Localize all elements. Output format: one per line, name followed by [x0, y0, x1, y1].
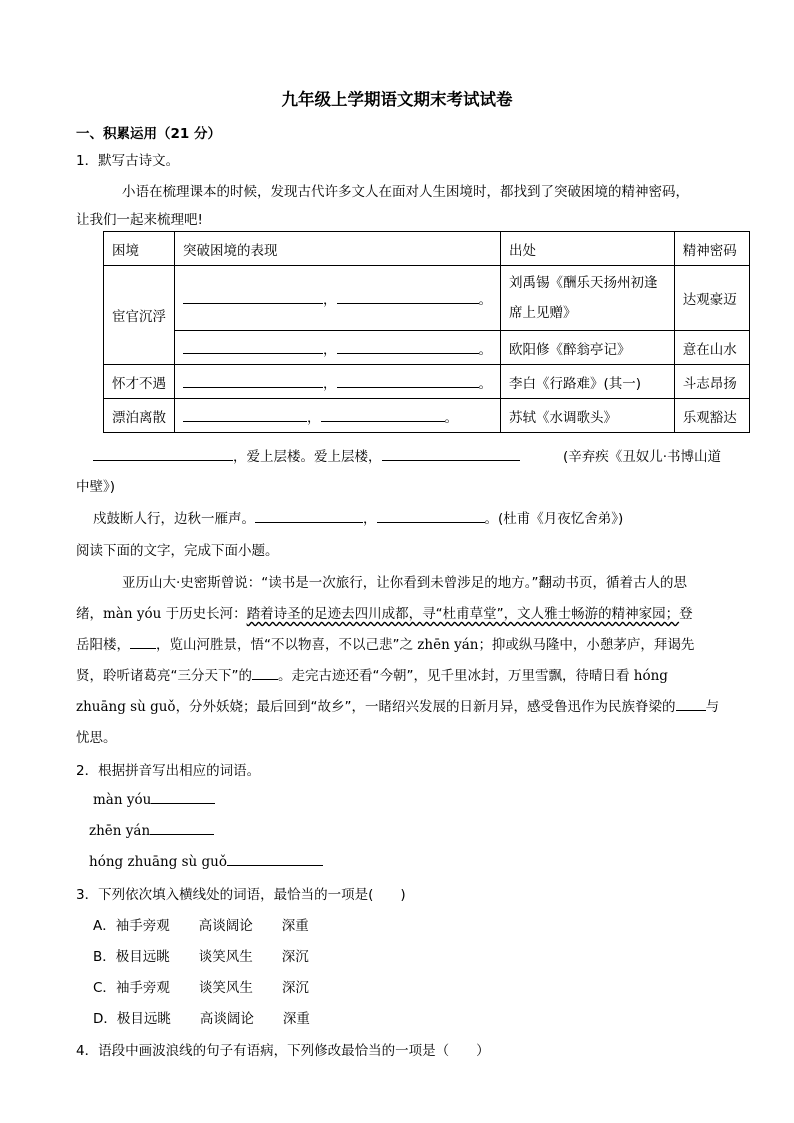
answer-blank[interactable]	[227, 853, 323, 866]
period: 。	[444, 409, 458, 426]
passage-line-4	[76, 664, 668, 684]
answer-blank[interactable]	[183, 375, 323, 388]
question-1-intro-line-1: 小语在梳理课本的时候，发现古代许多文人在面对人生困境时，都找到了突破困境的精神密码，	[122, 184, 689, 200]
passage-line-3	[76, 633, 694, 653]
option-c[interactable]	[93, 976, 309, 996]
pinyin-item	[93, 791, 215, 808]
answer-blank[interactable]	[183, 291, 323, 304]
passage-text: ，览山河胜景，悟“不以物喜，不以己悲”之	[156, 637, 418, 653]
answer-cell[interactable]	[175, 266, 501, 331]
pinyin: hóng zhuāng sù guǒ	[89, 854, 228, 870]
period: 。	[478, 375, 492, 392]
wavy-underlined-sentence: 踏着诗圣的足迹去四川成都，寻“杜甫草堂”，文人雅士畅游的精神家园；	[246, 606, 680, 622]
passage-text: ；抑或纵马隆中，小憩茅庐，拜谒先	[478, 637, 695, 653]
pinyin: zhēn yán	[417, 637, 479, 653]
answer-blank[interactable]	[93, 448, 233, 461]
passage-text: ，分外妖娆；最后回到“故乡”，一睹绍兴发展的日新月异，感受鲁迅作为民族脊梁的	[175, 699, 676, 715]
passage-line-6: 忧思。	[76, 730, 117, 746]
fill-line-b-text: 戍鼓断人行，边秋一雁声。	[93, 511, 255, 527]
fill-line-a	[93, 445, 520, 465]
option-word: 谈笑风生	[198, 980, 253, 996]
fill-line-b	[93, 507, 623, 527]
poetry-table	[103, 231, 750, 433]
answer-cell[interactable]	[175, 331, 501, 365]
option-letter: B．	[93, 949, 116, 965]
passage-text: 贤，聆听诸葛亮“三分天下”的	[76, 668, 252, 684]
pinyin: zhuāng sù guǒ	[76, 699, 176, 715]
passage-line-1: 亚历山大·史密斯曾说：“读书是一次旅行，让你看到未曾涉足的地方。”翻动书页，循着古人的思	[122, 575, 688, 591]
comma: ，	[323, 375, 337, 392]
comma: ，	[363, 511, 377, 527]
plight-cell: 漂泊离散	[104, 399, 175, 433]
spirit-cell: 斗志昂扬	[674, 365, 749, 399]
option-a[interactable]	[93, 914, 309, 934]
answer-blank[interactable]	[321, 409, 445, 422]
comma: ，	[323, 292, 337, 308]
pinyin: màn yóu	[103, 606, 162, 622]
passage-text: 岳阳楼，	[76, 637, 130, 653]
answer-cell[interactable]	[175, 365, 501, 399]
option-word: 谈笑风生	[198, 949, 253, 965]
source-line: 席上见赠》	[509, 305, 577, 321]
header-behavior: 突破困境的表现	[175, 232, 501, 266]
section-heading: 一、积累运用（21 分）	[76, 126, 221, 142]
passage-text: 登	[679, 606, 693, 622]
header-spirit: 精神密码	[674, 232, 749, 266]
answer-blank[interactable]	[183, 341, 323, 354]
answer-blank[interactable]	[183, 409, 307, 422]
source-cell: 欧阳修《醉翁亭记》	[501, 331, 675, 365]
option-letter: D．	[93, 1011, 117, 1027]
fill-line-a-source: (辛弃疾《丑奴儿·书博山道	[563, 449, 722, 465]
answer-blank[interactable]	[377, 510, 485, 523]
source-cell: 李白《行路难》(其一)	[501, 365, 675, 399]
option-word: 深沉	[281, 980, 309, 996]
pinyin: màn yóu	[93, 792, 152, 808]
spirit-cell: 意在山水	[674, 331, 749, 365]
passage-text: 。走完古迹还看“今朝”，见千里冰封，万里雪飘，待晴日看	[278, 668, 634, 684]
option-word: 深重	[281, 918, 309, 934]
page-title: 九年级上学期语文期末考试试卷	[281, 90, 513, 109]
reading-instruction: 阅读下面的文字，完成下面小题。	[76, 543, 279, 559]
question-3-label: 3．下列依次填入横线处的词语，最恰当的一项是( )	[76, 887, 406, 903]
option-letter: C．	[93, 980, 116, 996]
passage-text: 与	[705, 699, 720, 715]
answer-blank[interactable]	[676, 698, 706, 711]
pinyin-item	[89, 853, 323, 870]
answer-blank[interactable]	[255, 510, 363, 523]
pinyin: zhēn yán	[89, 823, 151, 839]
fill-line-a-source-cont: 中壁》)	[76, 479, 116, 495]
question-2-label: 2．根据拼音写出相应的词语。	[76, 763, 261, 779]
answer-blank[interactable]	[130, 636, 156, 649]
plight-cell: 怀才不遇	[104, 365, 175, 399]
spirit-cell: 乐观豁达	[674, 399, 749, 433]
table-row	[104, 331, 750, 365]
option-b[interactable]	[93, 945, 309, 965]
table-header-row	[104, 232, 750, 266]
source-cell	[501, 266, 675, 331]
passage-line-2	[76, 602, 693, 622]
source-cell: 苏轼《水调歌头》	[501, 399, 675, 433]
answer-blank[interactable]	[337, 375, 479, 388]
answer-blank[interactable]	[382, 448, 520, 461]
option-word: 高谈阔论	[198, 918, 253, 934]
option-word: 高谈阔论	[199, 1011, 254, 1027]
table-row	[104, 365, 750, 399]
answer-blank[interactable]	[337, 291, 479, 304]
pinyin: hóng	[633, 668, 668, 684]
pinyin-item	[89, 822, 214, 839]
answer-cell[interactable]	[175, 399, 501, 433]
fill-line-a-text: ，爱上层楼。爱上层楼，	[233, 449, 382, 465]
table-row	[104, 399, 750, 433]
plight-cell: 宦官沉浮	[104, 266, 175, 365]
question-1-label: 1．默写古诗文。	[76, 153, 180, 169]
answer-blank[interactable]	[150, 822, 214, 835]
answer-blank[interactable]	[252, 667, 278, 680]
table-row	[104, 266, 750, 331]
option-d[interactable]	[93, 1007, 310, 1027]
comma: ，	[307, 409, 321, 426]
period: 。	[478, 341, 492, 358]
fill-line-b-source: 。(杜甫《月夜忆舍弟》)	[484, 511, 624, 527]
option-word: 极目远眺	[116, 1011, 171, 1027]
answer-blank[interactable]	[337, 341, 479, 354]
option-letter: A．	[93, 918, 116, 934]
option-word: 深重	[282, 1011, 310, 1027]
spirit-cell: 达观豪迈	[674, 266, 749, 331]
question-1-intro-line-2: 让我们一起来梳理吧!	[76, 212, 203, 228]
question-4-label: 4．语段中画波浪线的句子有语病，下列修改最恰当的一项是（ ）	[76, 1043, 490, 1059]
passage-text: 于历史长河：	[161, 606, 247, 622]
option-word: 袖手旁观	[115, 980, 170, 996]
option-word: 极目远眺	[115, 949, 170, 965]
source-line: 刘禹锡《酬乐天扬州初逢	[509, 275, 658, 291]
passage-line-5	[76, 695, 719, 715]
answer-blank[interactable]	[151, 791, 215, 804]
header-plight: 困境	[104, 232, 175, 266]
header-source: 出处	[501, 232, 675, 266]
passage-text: 绪，	[76, 606, 103, 622]
period: 。	[478, 292, 492, 308]
comma: ，	[323, 341, 337, 358]
option-word: 深沉	[281, 949, 309, 965]
option-word: 袖手旁观	[115, 918, 170, 934]
